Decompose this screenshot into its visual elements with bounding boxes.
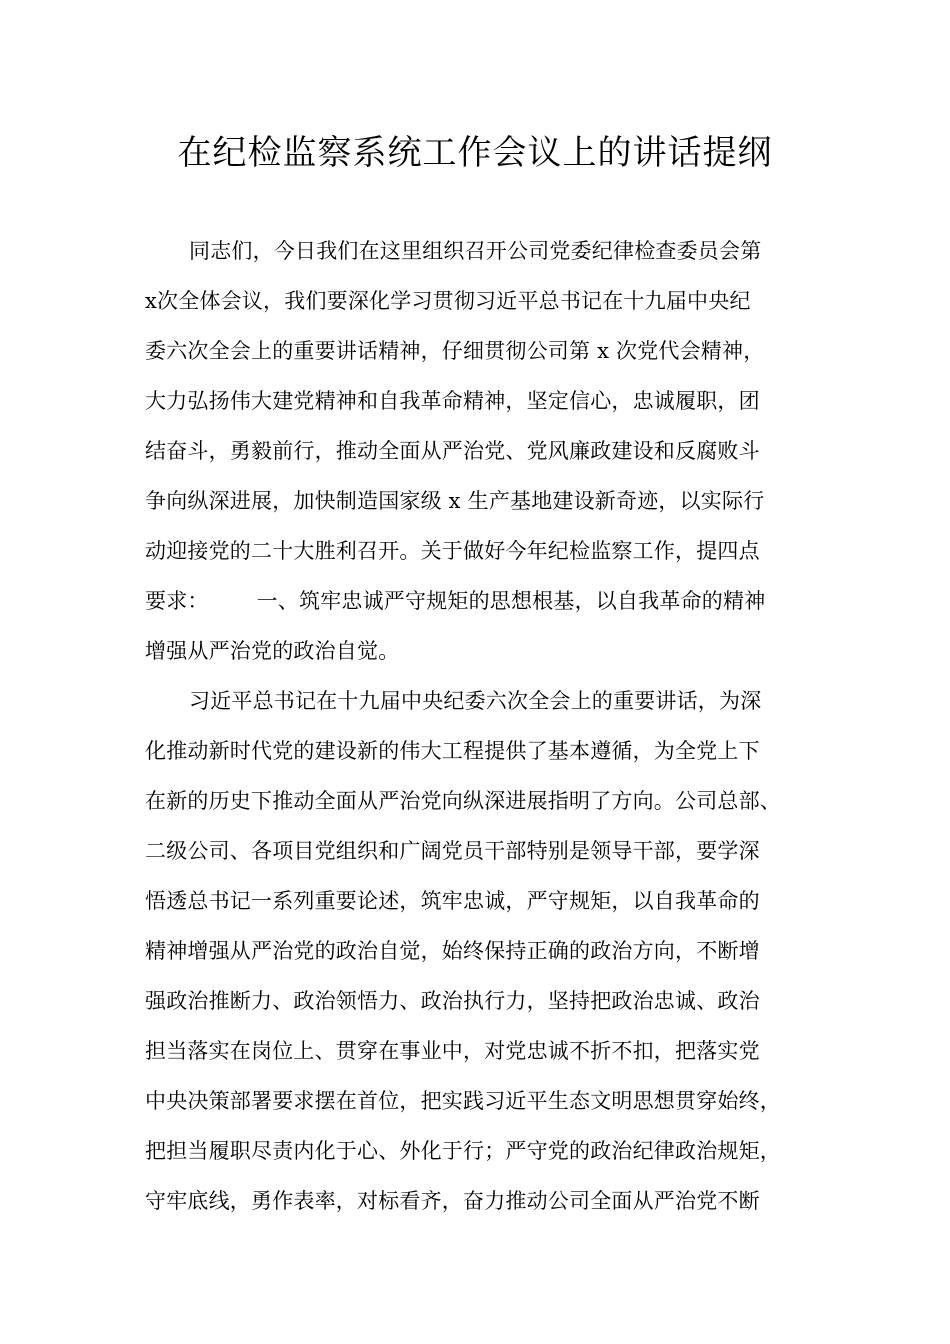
paragraph-line: 二级公司、各项目党组织和广阔党员干部特别是领导干部，要学深 (145, 839, 760, 863)
paragraph-line: 守牢底线，勇作表率，对标看齐，奋力推动公司全面从严治党不断 (145, 1189, 760, 1213)
paragraph-line: 强政治推断力、政治领悟力、政治执行力，坚持把政治忠诚、政治 (145, 989, 760, 1013)
document-title: 在纪检监察系统工作会议上的讲话提纲 (177, 133, 773, 173)
requirements-label: 要求： (145, 589, 209, 613)
paragraph-line: 大力弘扬伟大建党精神和自我革命精神，坚定信心，忠诚履职，团 (145, 389, 760, 413)
paragraph-line: 动迎接党的二十大胜利召开。关于做好今年纪检监察工作，提四点 (145, 539, 760, 563)
document-body (145, 226, 805, 1226)
paragraph-line: 习近平总书记在十九届中央纪委六次全会上的重要讲话，为深 (189, 689, 762, 713)
paragraph-line: 同志们，今日我们在这里组织召开公司党委纪律检查委员会第 (189, 239, 762, 263)
paragraph-line: 悟透总书记一系列重要论述，筑牢忠诚，严守规矩，以自我革命的 (145, 889, 760, 913)
paragraph-line: 在新的历史下推动全面从严治党向纵深进展指明了方向。公司总部、 (145, 789, 781, 813)
paragraph-line: 委六次全会上的重要讲话精神，仔细贯彻公司第 x 次党代会精神， (145, 339, 765, 363)
paragraph-line: 增强从严治党的政治自觉。 (145, 639, 400, 663)
paragraph-line: 担当落实在岗位上、贯穿在事业中，对党忠诚不折不扣，把落实党 (145, 1039, 760, 1063)
paragraph-line: 精神增强从严治党的政治自觉，始终保持正确的政治方向，不断增 (145, 939, 760, 963)
paragraph-line (145, 576, 805, 626)
paragraph-line: 把担当履职尽责内化于心、外化于行；严守党的政治纪律政治规矩， (145, 1139, 781, 1163)
paragraph-line: 中央决策部署要求摆在首位，把实践习近平生态文明思想贯穿始终， (145, 1089, 781, 1113)
paragraph-line: 争向纵深进展，加快制造国家级 x 生产基地建设新奇迹，以实际行 (145, 489, 765, 513)
paragraph-line: 化推动新时代党的建设新的伟大工程提供了基本遵循，为全党上下 (145, 739, 760, 763)
paragraph-line: x次全体会议，我们要深化学习贯彻习近平总书记在十九届中央纪 (145, 289, 751, 313)
paragraph-line: 结奋斗，勇毅前行，推动全面从严治党、党风廉政建设和反腐败斗 (145, 439, 760, 463)
section-heading-1: 一、筑牢忠诚严守规矩的思想根基，以自我革命的精神 (256, 589, 766, 613)
